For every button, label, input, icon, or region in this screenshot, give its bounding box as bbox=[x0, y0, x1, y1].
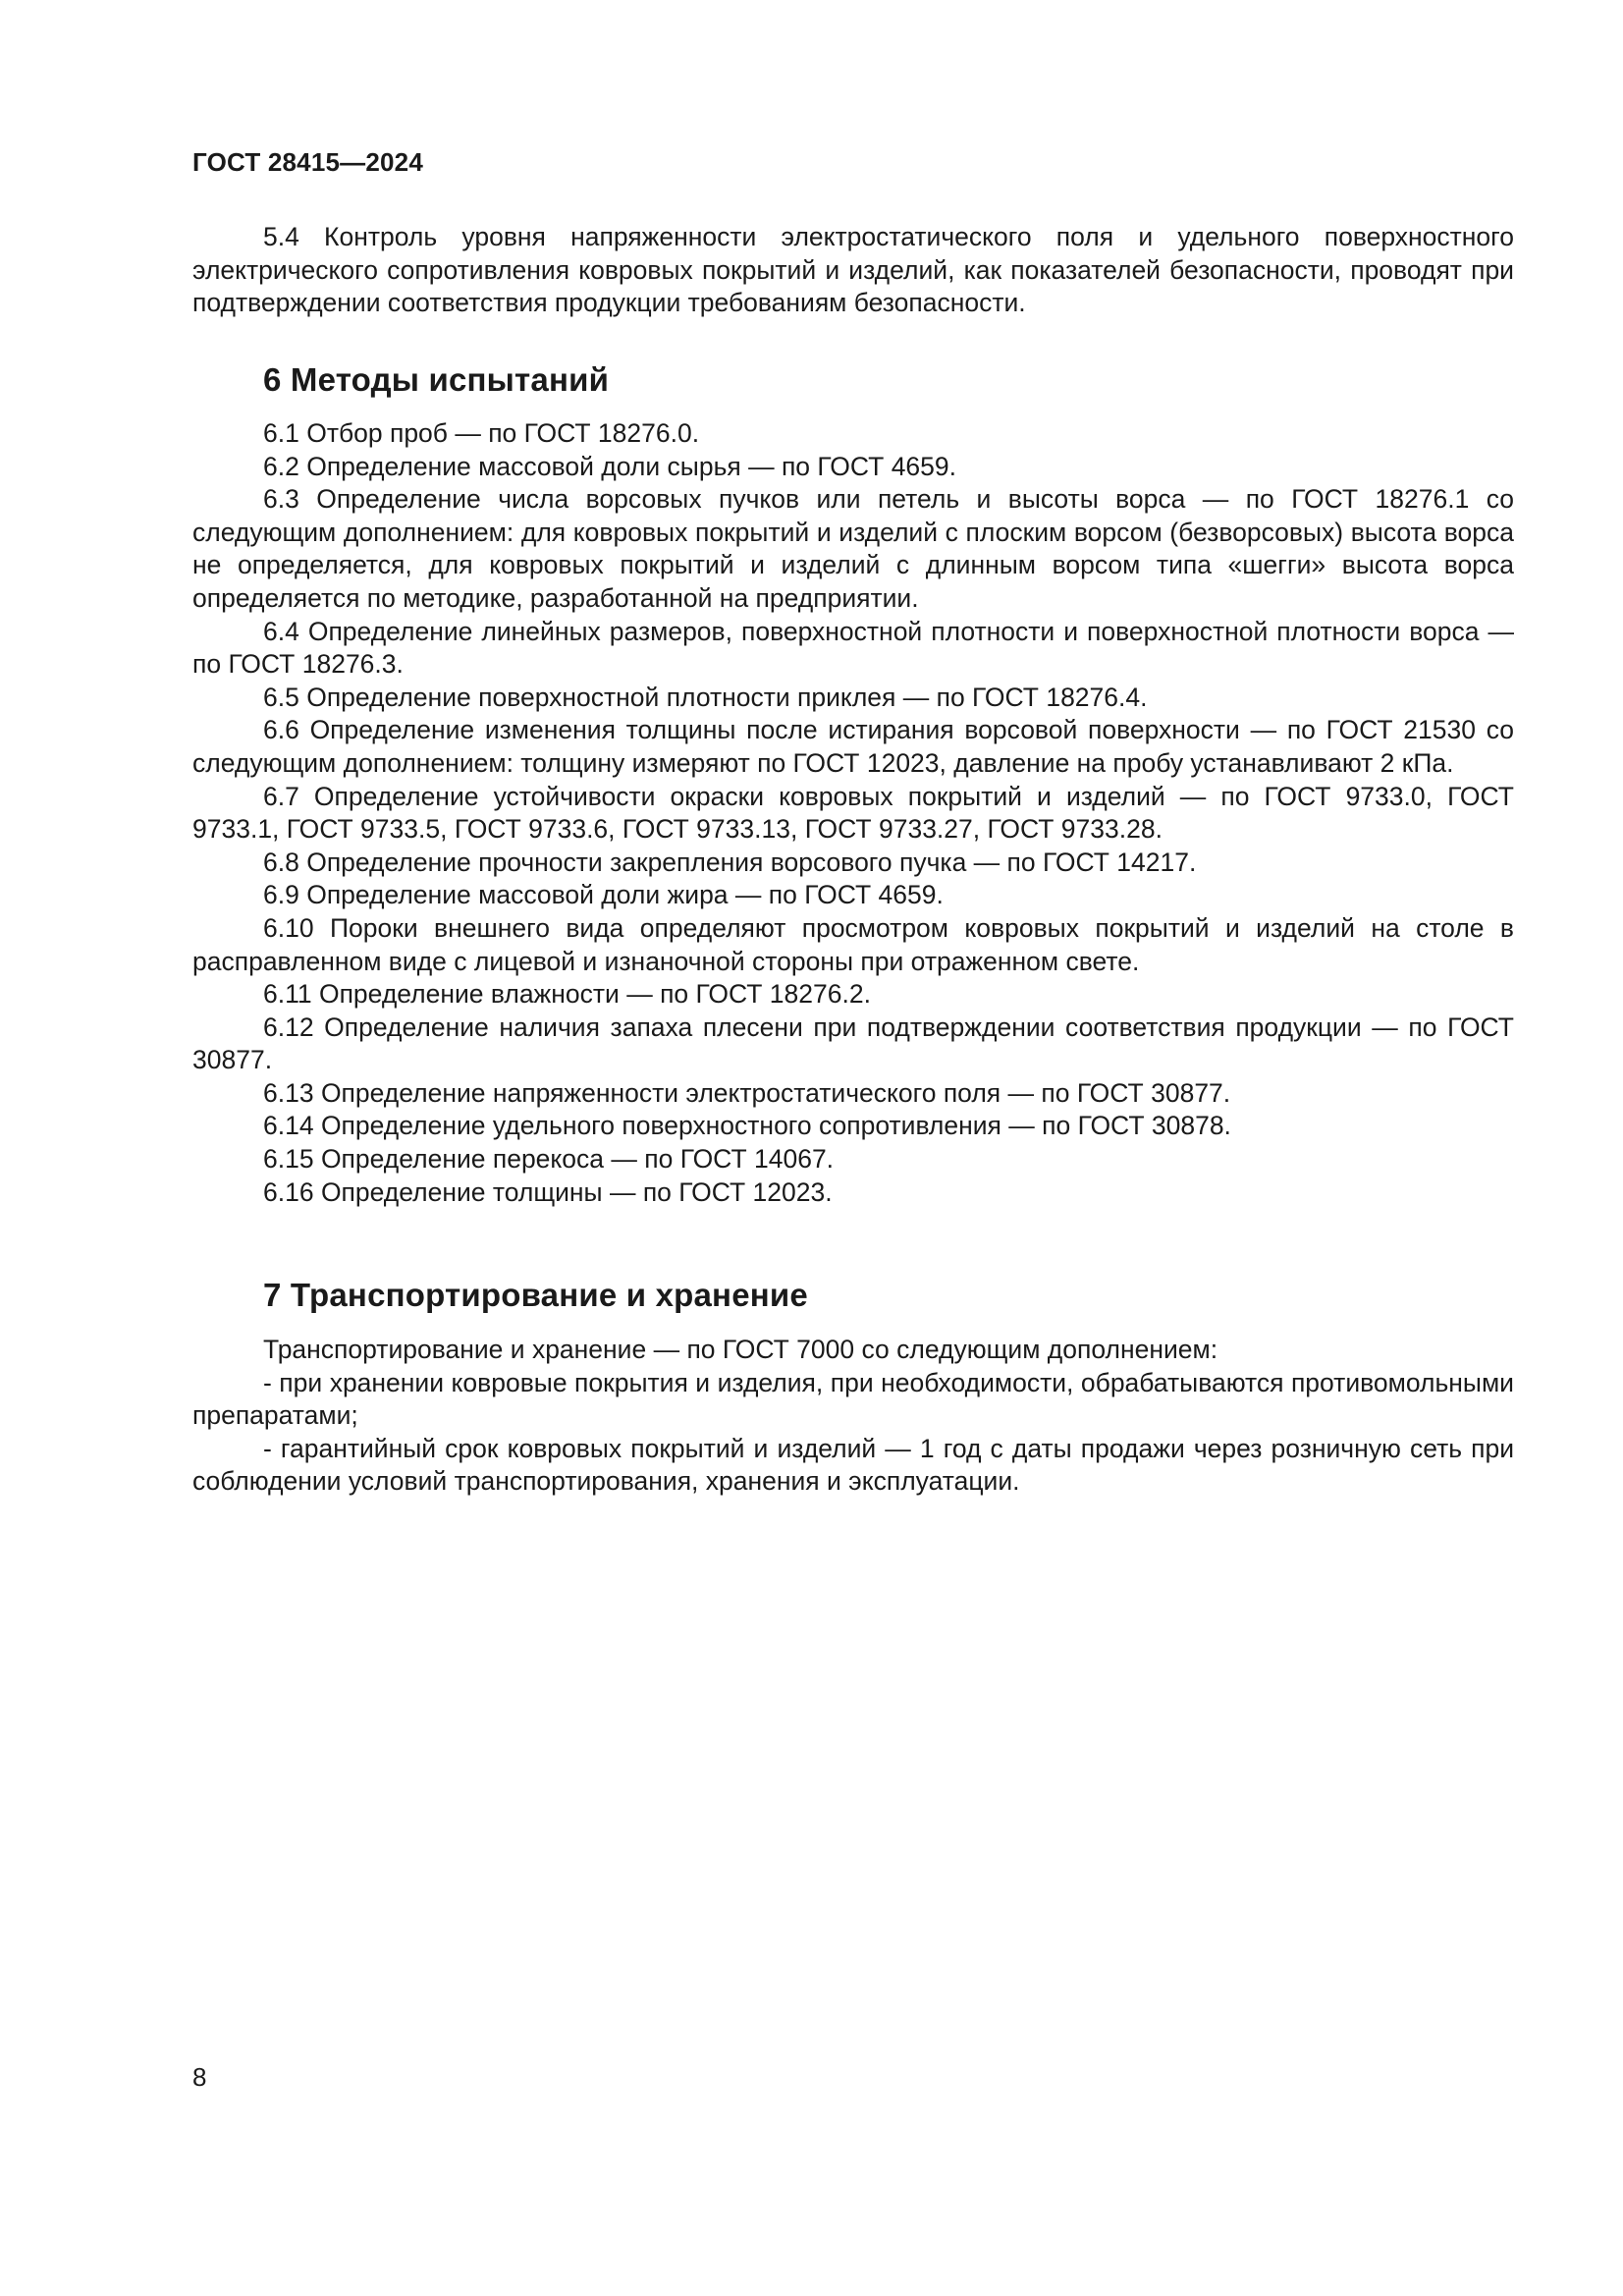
paragraph-6-9: 6.9 Определение массовой доли жира — по ГОСТ 4659. bbox=[263, 880, 944, 910]
paragraph-7-intro: Транспортирование и хранение — по ГОСТ 7000 со следующим дополнением: bbox=[263, 1335, 1218, 1364]
paragraph-6-16: 6.16 Определение толщины — по ГОСТ 12023. bbox=[263, 1176, 833, 1207]
document-header-id: ГОСТ 28415—2024 bbox=[192, 147, 423, 177]
paragraph-7-warranty: - гарантийный срок ковровых покрытий и изделий — 1 год с даты продажи через розничную сеть при соблюдении условий транспортирования, хранения и эксплуатации. bbox=[192, 1433, 1514, 1497]
paragraph-6-4: 6.4 Определение линейных размеров, поверхностной плотности и поверхностной плотности ворса — по ГОСТ 18276.3. bbox=[192, 616, 1514, 680]
paragraph-6-1: 6.1 Отбор проб — по ГОСТ 18276.0. bbox=[263, 418, 700, 448]
paragraph-6-12: 6.12 Определение наличия запаха плесени при подтверждении соответствия продукции — по ГОСТ 30877. bbox=[192, 1011, 1514, 1075]
paragraph-6-7: 6.7 Определение устойчивости окраски ковровых покрытий и изделий — по ГОСТ 9733.0, ГОСТ 9733.1, ГОСТ 9733.5, ГОСТ 9733.6, ГОСТ 9733.13, ГОСТ 9733.27, ГОСТ 9733.28. bbox=[192, 781, 1514, 845]
section-6-body bbox=[192, 417, 1514, 1209]
paragraph-6-5: 6.5 Определение поверхностной плотности приклея — по ГОСТ 18276.4. bbox=[263, 682, 1148, 712]
paragraph-7-storage: - при хранении ковровые покрытия и изделия, при необходимости, обрабатываются противомольными препаратами; bbox=[192, 1367, 1514, 1431]
page-number: 8 bbox=[192, 2062, 207, 2092]
paragraph-5-4: 5.4 Контроль уровня напряженности электростатического поля и удельного поверхностного электрического сопротивления ковровых покрытий и изделий, как показателей безопасности, проводят при подтверждении соответствия продукции требованиям безопасности. bbox=[192, 222, 1514, 318]
section-5-body bbox=[192, 221, 1514, 320]
paragraph-6-10: 6.10 Пороки внешнего вида определяют просмотром ковровых покрытий и изделий на столе в расправленном виде с лицевой и изнаночной стороны при отраженном свете. bbox=[192, 912, 1514, 976]
paragraph-6-8: 6.8 Определение прочности закрепления ворсового пучка — по ГОСТ 14217. bbox=[263, 847, 1197, 877]
paragraph-6-13: 6.13 Определение напряженности электростатического поля — по ГОСТ 30877. bbox=[263, 1077, 1231, 1108]
paragraph-6-3: 6.3 Определение числа ворсовых пучков или петель и высоты ворса — по ГОСТ 18276.1 со следующим дополнением: для ковровых покрытий и изделий с плоским ворсом (безворсовых) высота ворса не определяется, для ковровых покрытий и изделий с длинным ворсом типа «шегги» высота ворса определяется по методике, разработанной на предприятии. bbox=[192, 484, 1514, 613]
section-7-heading: 7 Транспортирование и хранение bbox=[263, 1277, 808, 1313]
paragraph-6-11: 6.11 Определение влажности — по ГОСТ 18276.2. bbox=[263, 979, 871, 1010]
paragraph-6-2: 6.2 Определение массовой доли сырья — по ГОСТ 4659. bbox=[263, 451, 957, 481]
paragraph-6-14: 6.14 Определение удельного поверхностного сопротивления — по ГОСТ 30878. bbox=[263, 1111, 1231, 1141]
section-7-body bbox=[192, 1334, 1514, 1499]
section-6-heading: 6 Методы испытаний bbox=[263, 361, 610, 398]
paragraph-6-6: 6.6 Определение изменения толщины после истирания ворсовой поверхности — по ГОСТ 21530 со следующим дополнением: толщину измеряют по ГОСТ 12023, давление на пробу устанавливают 2 кПа. bbox=[192, 715, 1514, 778]
paragraph-6-15: 6.15 Определение перекоса — по ГОСТ 14067. bbox=[263, 1144, 835, 1175]
